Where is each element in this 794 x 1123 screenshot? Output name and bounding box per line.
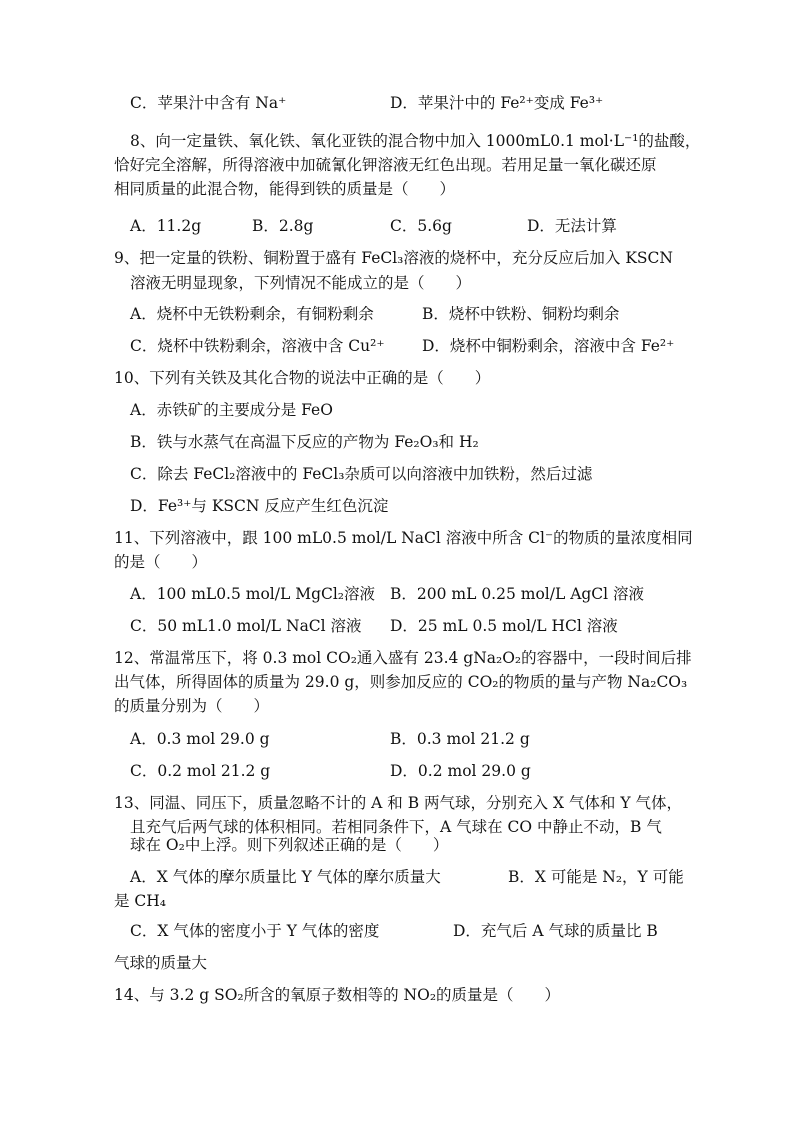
q11-stem-line1: 11、下列溶液中，跟 100 mL0.5 mol/L NaCl 溶液中所含 Cl⁻的物质的量浓度相同 xyxy=(114,529,693,547)
q8-stem-line2: 恰好完全溶解，所得溶液中加硫氰化钾溶液无红色出现。若用足量一氧化碳还原 xyxy=(114,156,657,174)
q13-option-b: B．X 可能是 N₂，Y 可能 xyxy=(508,868,684,886)
q7-option-d: D．苹果汁中的 Fe²⁺变成 Fe³⁺ xyxy=(390,94,604,112)
q14-stem: 14、与 3.2 g SO₂所含的氧原子数相等的 NO₂的质量是（ ） xyxy=(114,986,561,1004)
q13-option-b-cont: 是 CH₄ xyxy=(114,892,167,910)
q10-stem: 10、下列有关铁及其化合物的说法中正确的是（ ） xyxy=(114,369,491,387)
q12-option-b: B．0.3 mol 21.2 g xyxy=(390,730,530,748)
q13-stem-line1: 13、同温、同压下，质量忽略不计的 A 和 B 两气球，分别充入 X 气体和 Y 气体， xyxy=(114,794,682,812)
q12-stem-line2: 出气体，所得固体的质量为 29.0 g，则参加反应的 CO₂的物质的量与产物 Na₂CO₃ xyxy=(114,673,688,691)
q10-option-c: C．除去 FeCl₂溶液中的 FeCl₃杂质可以向溶液中加铁粉，然后过滤 xyxy=(130,465,593,483)
q13-option-c: C．X 气体的密度小于 Y 气体的密度 xyxy=(130,922,380,940)
q9-option-b: B．烧杯中铁粉、铜粉均剩余 xyxy=(422,305,620,323)
q9-stem-line1: 9、把一定量的铁粉、铜粉置于盛有 FeCl₃溶液的烧杯中，充分反应后加入 KSCN xyxy=(114,249,673,267)
q8-option-a: A．11.2g xyxy=(130,217,202,235)
q9-stem-line2: 溶液无明显现象，下列情况不能成立的是（ ） xyxy=(130,274,472,292)
q12-stem-line3: 的质量分别为（ ） xyxy=(114,697,270,715)
q11-option-d: D．25 mL 0.5 mol/L HCl 溶液 xyxy=(390,617,618,635)
q11-option-c: C．50 mL1.0 mol/L NaCl 溶液 xyxy=(130,617,362,635)
q8-stem-line1: 8、向一定量铁、氧化铁、氧化亚铁的混合物中加入 1000mL0.1 mol·L⁻¹的盐酸， xyxy=(130,132,701,150)
q11-option-b: B．200 mL 0.25 mol/L AgCl 溶液 xyxy=(390,585,645,603)
q8-option-b: B．2.8g xyxy=(252,217,314,235)
q12-option-d: D．0.2 mol 29.0 g xyxy=(390,762,531,780)
q10-option-a: A．赤铁矿的主要成分是 FeO xyxy=(130,401,333,419)
q11-stem-line2: 的是（ ） xyxy=(114,553,208,571)
q12-stem-line1: 12、常温常压下，将 0.3 mol CO₂通入盛有 23.4 gNa₂O₂的容器中，一段时间后排 xyxy=(114,649,692,667)
q11-option-a: A．100 mL0.5 mol/L MgCl₂溶液 xyxy=(130,585,376,603)
q8-option-c: C．5.6g xyxy=(390,217,452,235)
q13-stem-line2: 且充气后两气球的体积相同。若相同条件下，A 气球在 CO 中静止不动，B 气 xyxy=(130,818,662,836)
q12-option-c: C．0.2 mol 21.2 g xyxy=(130,762,271,780)
q8-stem-line3: 相同质量的此混合物，能得到铁的质量是（ ） xyxy=(114,180,456,198)
q13-option-a: A．X 气体的摩尔质量比 Y 气体的摩尔质量大 xyxy=(130,868,441,886)
q13-option-d: D．充气后 A 气球的质量比 B xyxy=(453,922,658,940)
q7-option-c: C．苹果汁中含有 Na⁺ xyxy=(130,94,287,112)
q8-option-d: D．无法计算 xyxy=(527,217,617,235)
q10-option-d: D．Fe³⁺与 KSCN 反应产生红色沉淀 xyxy=(130,497,389,515)
q12-option-a: A．0.3 mol 29.0 g xyxy=(130,730,270,748)
q9-option-a: A．烧杯中无铁粉剩余，有铜粉剩余 xyxy=(130,305,374,323)
q13-option-d-cont: 气球的质量大 xyxy=(114,954,208,972)
q9-option-c: C．烧杯中铁粉剩余，溶液中含 Cu²⁺ xyxy=(130,337,385,355)
q10-option-b: B．铁与水蒸气在高温下反应的产物为 Fe₂O₃和 H₂ xyxy=(130,433,479,451)
q9-option-d: D．烧杯中铜粉剩余，溶液中含 Fe²⁺ xyxy=(422,337,675,355)
q13-stem-line3: 球在 O₂中上浮。则下列叙述正确的是（ ） xyxy=(130,836,449,854)
